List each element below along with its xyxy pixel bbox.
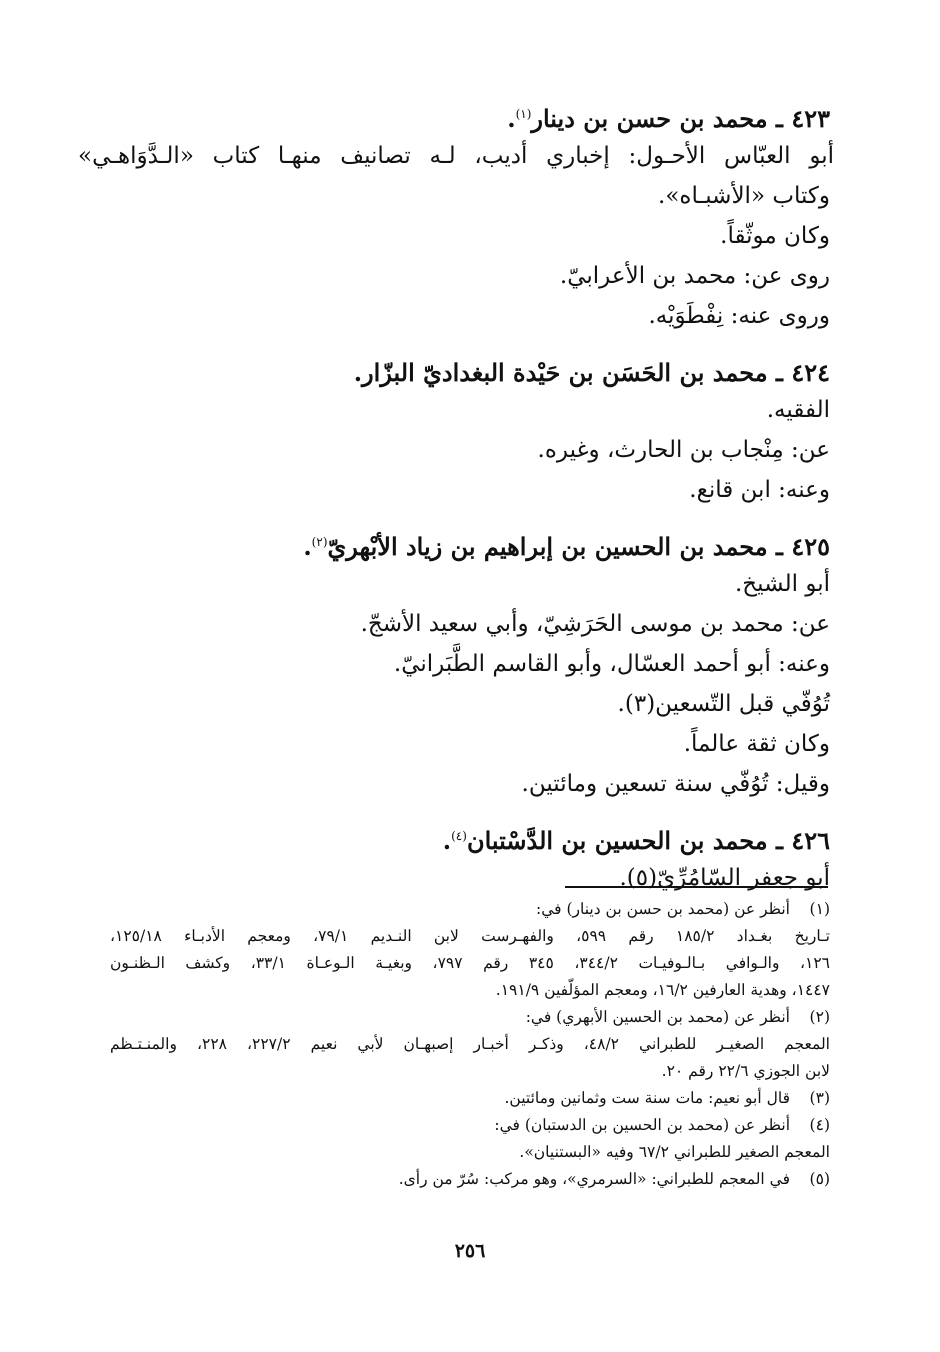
footnote-4-line-2: المعجم الصغير للطبراني ٦٧/٢ وفيه «البستنيان». [519,1143,830,1161]
footnote-1-line-4: ١٤٤٧، وهدية العارفين ١٦/٢، ومعجم المؤلّفين ١٩١/٩. [495,981,830,999]
footnote-3-number: (٣) [809,1089,830,1107]
footnote-2-line-3: لابن الجوزي ٢٢/٦ رقم ٢٠. [661,1062,830,1080]
footnote-1-line-2: تـاريخ بغـداد ١٨٥/٢ رقم ٥٩٩، والفهـرست لابن النـديم ٧٩/١، ومعجم الأدبـاء ١٢٥/١٨، [110,927,830,945]
entry-423-line-2: وكتاب «الأشبـاه». [658,183,830,209]
entry-425-line-4: تُوُفّي قبل التّسعين(٣). [617,691,830,717]
footnote-1-line-1: أنظر عن (محمد بن حسن بن دينار) في: [535,900,790,918]
footnote-5-line-1: في المعجم للطبراني: «السرمري»، وهو مركب: سُرّ من رأى. [398,1170,790,1188]
footnote-ref-2: (٢) [311,535,328,549]
footnote-3 [110,1085,830,1112]
footnote-5-number: (٥) [809,1170,830,1188]
footnote-divider [565,886,828,888]
entry-425-line-3: وعنه: أبو أحمد العسّال، وأبو القاسم الطَّبَرانيّ. [393,651,830,677]
entry-425-line-5: وكان ثقة عالماً. [683,731,830,757]
entry-423-line-1: أبو العبّاس الأحـول: إخباري أديب، لـه تصانيف منهـا كتاب «الـدَّوَاهـي» [78,143,834,169]
entry-423-line-3: وكان موثّقاً. [720,223,830,249]
entry-425-line-2: عن: محمد بن موسى الحَرَشِيّ، وأبي سعيد الأشجّ. [360,611,830,637]
entry-425-line-1: أبو الشيخ. [735,571,830,597]
entry-426-title: ٤٢٦ ـ محمد بن الحسين بن الدَّسْتبان$^{(٤)}$. [442,826,830,855]
footnote-4 [110,1112,830,1139]
entry-424-line-1: الفقيه. [766,397,830,423]
entry-423-title: ٤٢٣ ـ محمد بن حسن بن دينار$^{(١)}$. [507,104,830,133]
footnote-3-line-1: قال أبو نعيم: مات سنة ست وثمانين ومائتين. [504,1089,790,1107]
entry-426-line-1: أبو جعفر السّامُرِّيّ(٥). [619,865,830,891]
footnote-1-number: (١) [809,900,830,918]
footnote-2-line-2: المعجم الصغيـر للطبراني ٤٨/٢، وذكـر أخبـار إصبهـان لأبي نعيم ٢٢٧/٢، ٢٢٨، والمنـتـظم [110,1035,830,1053]
entry-424-title: ٤٢٤ ـ محمد بن الحَسَن بن حَيْدة البغداديّ البزّار. [353,358,830,387]
entry-424-line-2: عن: مِنْجاب بن الحارث، وغيره. [537,437,830,463]
entry-423-line-5: وروى عنه: نِفْطَوَيْه. [648,303,830,329]
entry-424-line-3: وعنه: ابن قانع. [689,477,830,503]
entry-423-line-4: روى عن: محمد بن الأعرابيّ. [559,263,830,289]
footnote-1-line-3: ١٢٦، والـوافي بـالـوفيـات ٣٤٤/٢، ٣٤٥ رقم ٧٩٧، وبغيـة الـوعـاة ٣٣/١، وكشف الـظنـون [110,954,830,972]
footnote-4-number: (٤) [809,1116,830,1134]
main-text [78,92,834,898]
footnote-5 [110,1166,830,1193]
footnote-2 [110,1004,830,1031]
footnote-ref-1: (١) [515,107,532,121]
footnote-2-line-1: أنظر عن (محمد بن الحسين الأبهري) في: [525,1008,790,1026]
entry-425-line-6: وقيل: تُوُفّي سنة تسعين ومائتين. [521,771,830,797]
footnote-1 [110,896,830,923]
footnote-ref-4: (٤) [451,829,467,843]
entry-425-title: ٤٢٥ ـ محمد بن الحسين بن إبراهيم بن زياد الأبْهريّ$^{(٢)}$. [303,532,830,561]
page-number: ٢٥٦ [454,1240,486,1262]
footnote-2-number: (٢) [809,1008,830,1026]
footnotes [110,896,830,1193]
footnote-4-line-1: أنظر عن (محمد بن الحسين بن الدستبان) في: [494,1116,790,1134]
